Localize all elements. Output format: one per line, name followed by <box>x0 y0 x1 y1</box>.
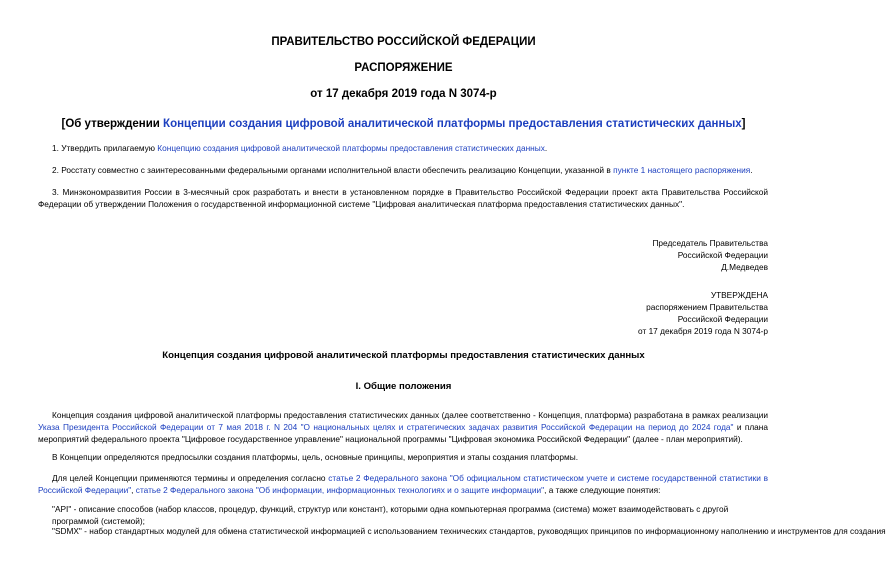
title-bracket-open: [Об утверждении <box>61 118 164 130</box>
document-title <box>0 118 807 130</box>
concept-para-4: "API" - описание способов (набор классов, процедур, функций, структур или констант), которыми одна компьютерная программа (система) может взаимодействовать с другой программой (системой); <box>52 504 729 526</box>
approval-block <box>500 289 768 337</box>
approval-by: распоряжением Правительства <box>646 302 768 312</box>
information-law-link[interactable]: статье 2 Федерального закона "Об информации, информационных технологиях и о защите информации" <box>135 485 545 495</box>
approval-country: Российской Федерации <box>677 314 768 324</box>
concept-para-5: "SDMX" - набор стандартных модулей для обмена статистической информацией с использованием технических стандартов, руководящих принципов по информационному наполнению и инструментов для создания <box>52 526 886 536</box>
signature-position: Председатель Правительства <box>652 238 768 248</box>
title-bracket-close: ] <box>741 118 746 130</box>
item-2: 2. Росстату совместно с заинтересованными федеральными органами исполнительной власти обеспечить реализацию Концепции, указанной в пункте 1 настоящего распоряжения. <box>52 165 753 175</box>
approval-date: от 17 декабря 2019 года N 3074-р <box>638 326 768 336</box>
clause-1-link[interactable]: пункте 1 настоящего распоряжения <box>613 165 751 175</box>
government-title: ПРАВИТЕЛЬСТВО РОССИЙСКОЙ ФЕДЕРАЦИИ <box>271 36 536 48</box>
concept-para-2: В Концепции определяются предпосылки создания платформы, цель, основные принципы, мероприятия и этапы создания платформы. <box>52 452 579 462</box>
item-1: 1. Утвердить прилагаемую Концепцию создания цифровой аналитической платформы предоставления статистических данных. <box>52 143 548 153</box>
concept-para-3: Для целей Концепции применяются термины и определения согласно статье 2 Федерального закона "Об официальном статистическом учете и системе государственной статистики в Российской Федерации", статье 2 Федерального закона "Об информации, информационных технологиях и о защите информации", а также следующие понятия: <box>38 473 768 495</box>
approval-stamp: УТВЕРЖДЕНА <box>710 290 768 300</box>
concept-link[interactable]: Концепцию создания цифровой аналитической платформы предоставления статистических данных <box>157 143 545 153</box>
signature-name: Д.Медведев <box>721 262 768 272</box>
item-3: 3. Минэкономразвития России в 3-месячный срок разработать и внести в установленном порядке в Правительство Российской Федерации проект акта Правительства Российской Федерации об утверждении Положения о государственной информационной системе "Цифровая аналитическая платформа предоставления статистических данных". <box>38 187 768 209</box>
section-heading: I. Общие положения <box>355 381 452 392</box>
title-link[interactable]: Концепции создания цифровой аналитической платформы предоставления статистических данных <box>163 118 742 130</box>
concept-para-1: Концепция создания цифровой аналитической платформы предоставления статистических данных (далее соответственно - Концепция, платформа) разработана в рамках реализации Указа Президента Российской Федерации от 7 мая 2018 г. N 204 "О национальных целях и стратегических задачах развития Российской Федерации на период до 2024 года" и плана мероприятий федерального проекта "Цифровое государственное управление" национальной программы "Цифровая экономика Российской Федерации" (далее - план мероприятий). <box>38 410 768 444</box>
document-type: РАСПОРЯЖЕНИЕ <box>354 62 453 74</box>
signature-block <box>500 237 768 273</box>
statistics-law-link[interactable]: статье 2 Федерального закона "Об официальном статистическом учете и системе государственной статистики в Российской Федерации" <box>38 473 768 495</box>
signature-country: Российской Федерации <box>677 250 768 260</box>
decree-link[interactable]: Указа Президента Российской Федерации от 7 мая 2018 г. N 204 "О национальных целях и стратегических задачах развития Российской Федерации на период до 2024 года" <box>38 422 734 432</box>
concept-title: Концепция создания цифровой аналитической платформы предоставления статистических данных <box>162 350 645 361</box>
document-date: от 17 декабря 2019 года N 3074-р <box>310 88 497 100</box>
